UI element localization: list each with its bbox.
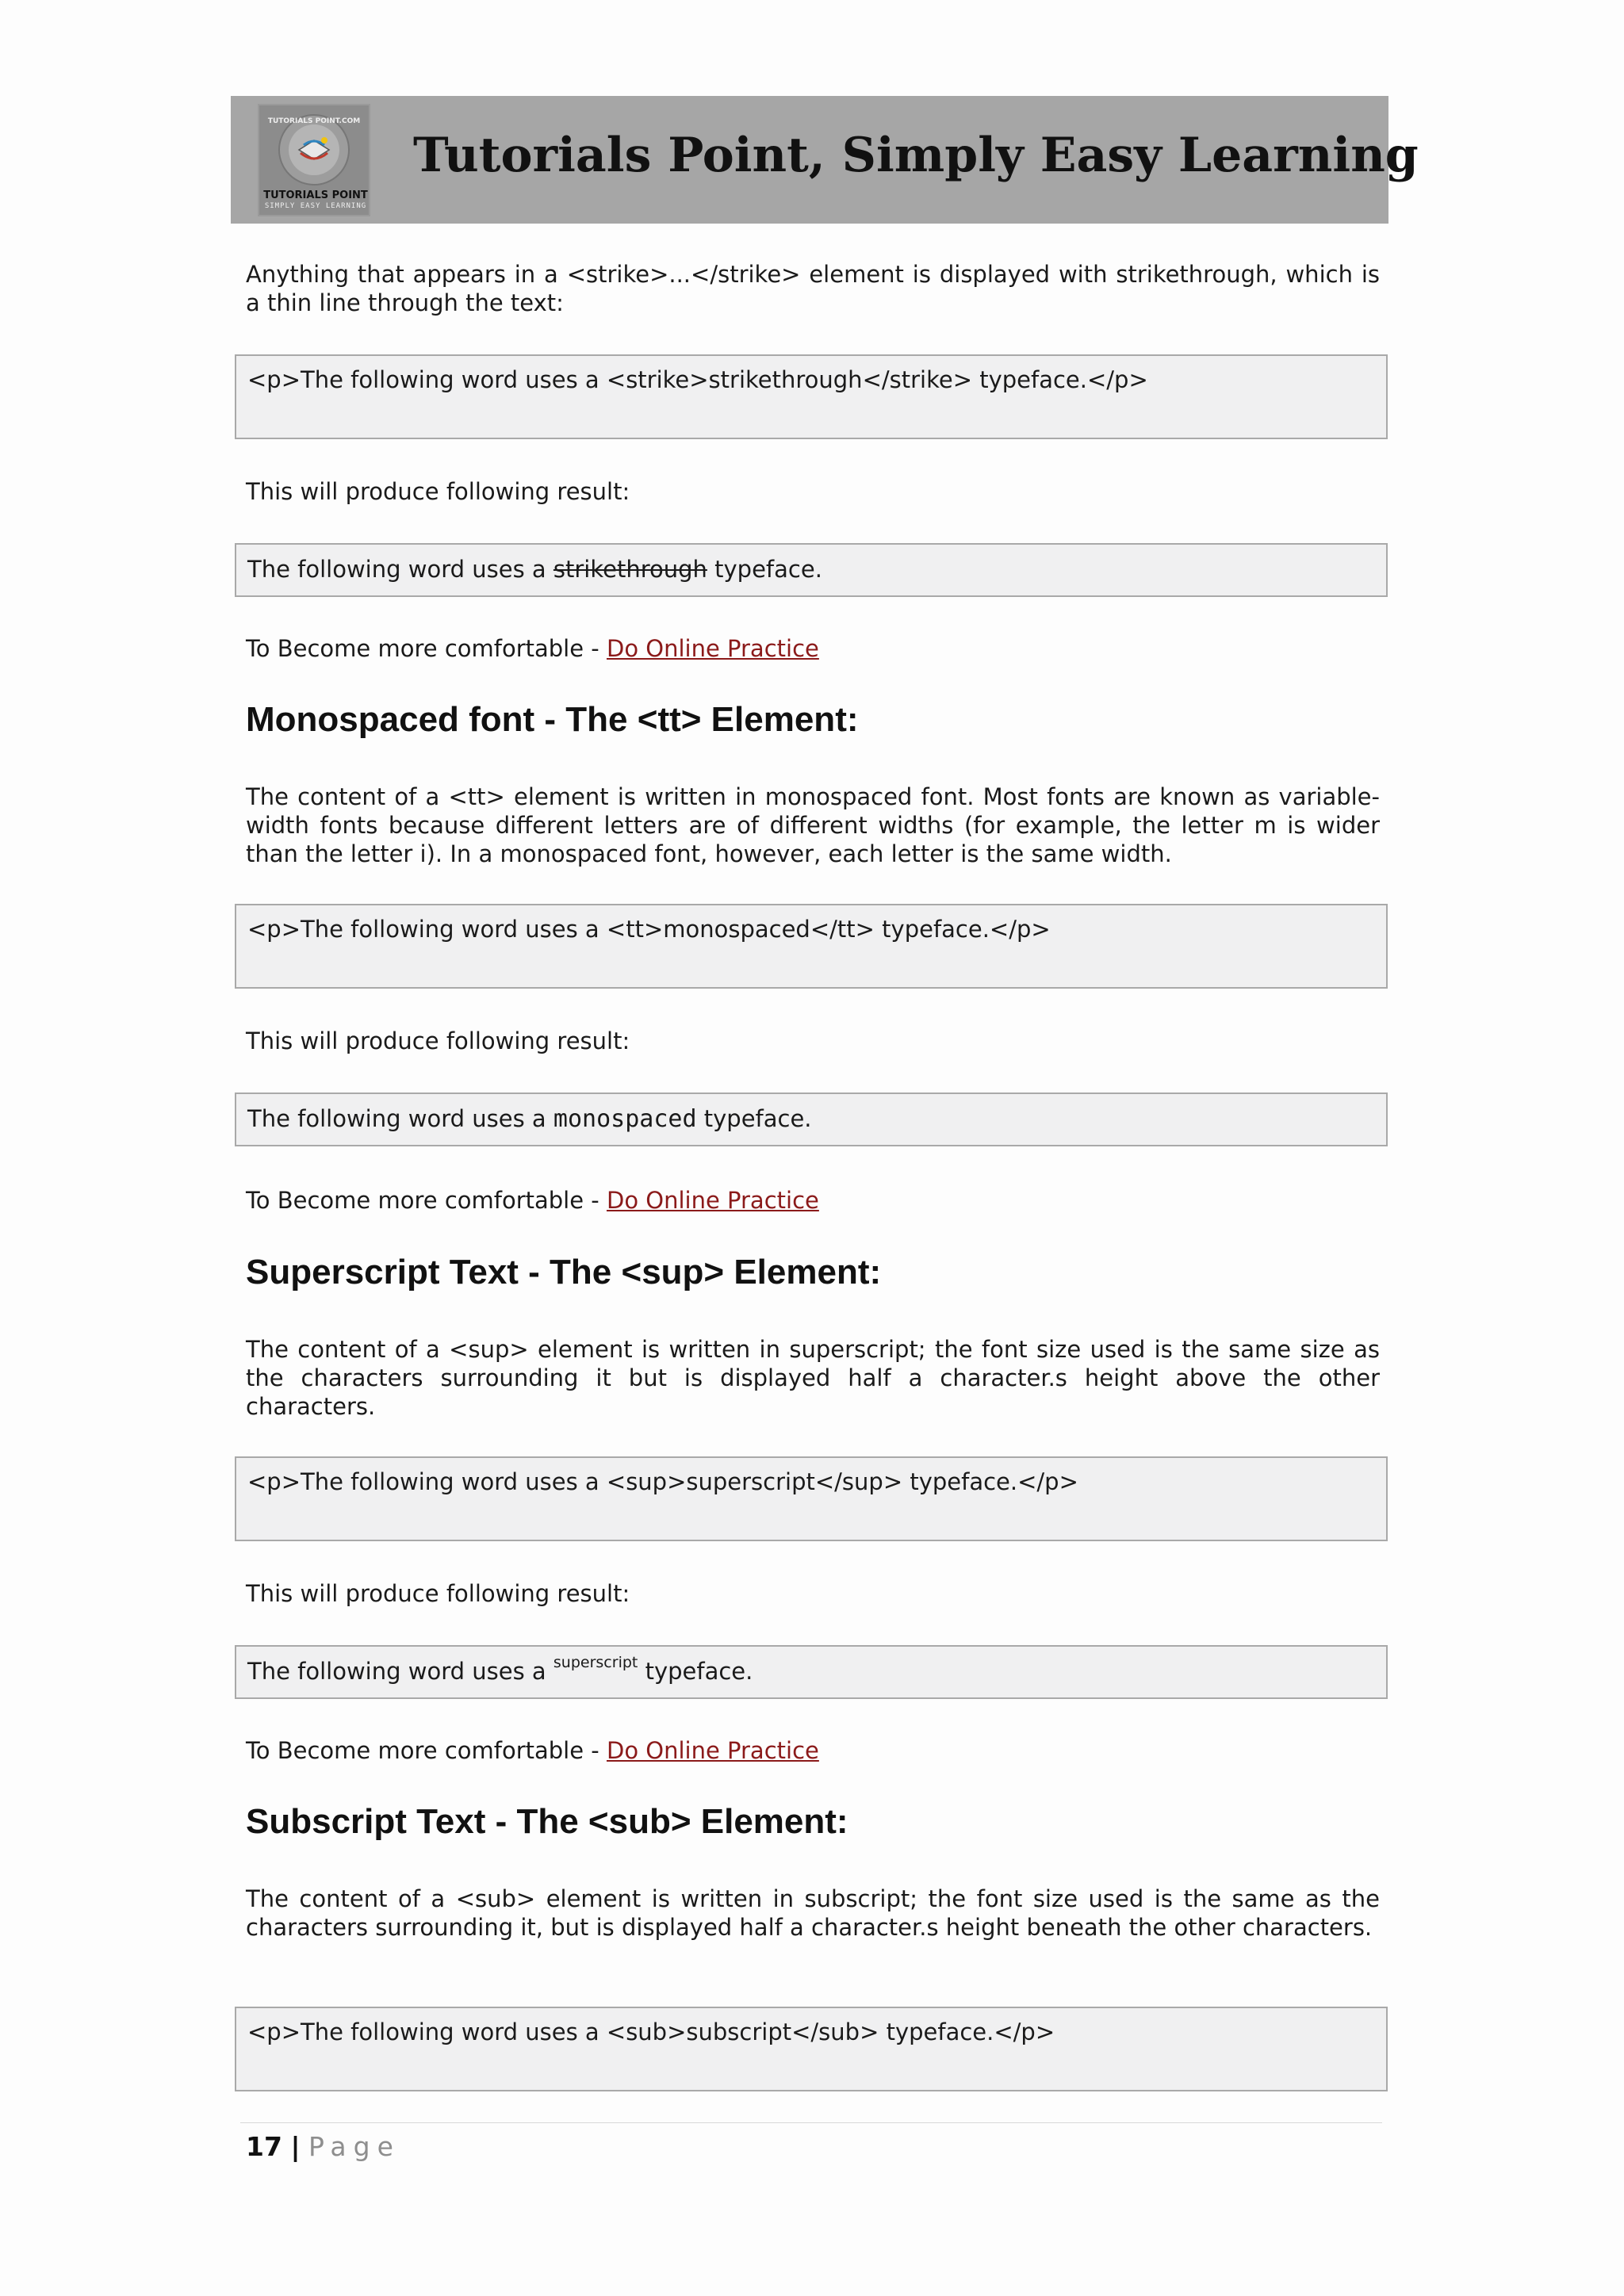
strike-practice-line: [246, 634, 1380, 663]
sub-description: The content of a <sub> element is written in subscript; the font size used is the same as the characters surrounding it, but is displayed half a character.s height beneath the other characters.: [246, 1885, 1380, 1941]
sub-code-box: [235, 2007, 1388, 2091]
do-online-practice-link[interactable]: Do Online Practice: [606, 1737, 819, 1764]
mono-description: The content of a <tt> element is written in monospaced font. Most fonts are known as variable-width fonts because different letters are of different widths (for example, the letter m is wider than the letter i). In a monospaced font, however, each letter is the same width.: [246, 783, 1380, 867]
sup-result-box: [235, 1645, 1388, 1699]
sup-result-after: typeface.: [638, 1658, 753, 1685]
mono-code: <p>The following word uses a <tt>monospaced</tt> typeface.</p>: [247, 916, 1051, 943]
logo-line-2: SIMPLY EASY LEARNING: [264, 202, 367, 210]
strike-code: <p>The following word uses a <strike>strikethrough</strike> typeface.</p>: [247, 366, 1148, 393]
sub-heading: Subscript Text - The <sub> Element:: [246, 1802, 848, 1841]
strike-result-box: [235, 543, 1388, 597]
mono-result-box: [235, 1093, 1388, 1146]
sup-result-label: This will produce following result:: [246, 1580, 630, 1607]
logo-arc-text: TUTORIALS POINT.COM: [267, 117, 361, 125]
mono-result-after: typeface.: [696, 1105, 812, 1132]
header-title: Tutorials Point, Simply Easy Learning: [413, 128, 1419, 183]
page-footer: [246, 2131, 400, 2162]
superscript-word: superscript: [553, 1654, 638, 1671]
do-online-practice-link[interactable]: Do Online Practice: [606, 635, 819, 662]
footer-separator: |: [290, 2131, 301, 2162]
practice-text: To Become more comfortable -: [246, 635, 607, 662]
strike-code-box: [235, 354, 1388, 439]
header-banner: [231, 96, 1419, 224]
sup-code: <p>The following word uses a <sup>superscript</sup> typeface.</p>: [247, 1468, 1078, 1495]
strike-result-after: typeface.: [707, 556, 822, 583]
practice-text: To Become more comfortable -: [246, 1737, 607, 1764]
sup-result-before: The following word uses a: [247, 1658, 553, 1685]
sup-code-box: [235, 1456, 1388, 1541]
footer-divider: [240, 2122, 1382, 2123]
sub-code: <p>The following word uses a <sub>subscript</sub> typeface.</p>: [247, 2019, 1055, 2045]
do-online-practice-link[interactable]: Do Online Practice: [606, 1187, 819, 1214]
mono-result-label: This will produce following result:: [246, 1027, 630, 1054]
page-label: Page: [308, 2131, 400, 2162]
mono-code-box: [235, 904, 1388, 989]
monospaced-word: monospaced: [553, 1105, 697, 1133]
mono-heading: Monospaced font - The <tt> Element:: [246, 700, 859, 739]
mono-result-before: The following word uses a: [247, 1105, 553, 1132]
sup-heading: Superscript Text - The <sup> Element:: [246, 1253, 882, 1292]
sup-practice-line: [246, 1736, 1380, 1765]
sup-description: The content of a <sup> element is written in superscript; the font size used is the same size as the characters surrounding it but is displayed half a character.s height above the other characters.: [246, 1336, 1380, 1420]
strike-intro: Anything that appears in a <strike>...</strike> element is displayed with strikethrough, which is a thin line through the text:: [246, 261, 1380, 316]
mono-practice-line: [246, 1186, 1380, 1215]
strikethrough-word: strikethrough: [553, 556, 707, 583]
page-number: 17: [246, 2131, 282, 2162]
practice-text: To Become more comfortable -: [246, 1187, 607, 1214]
tutorials-point-logo: [258, 104, 370, 216]
strike-result-before: The following word uses a: [247, 556, 553, 583]
strike-result-label: This will produce following result:: [246, 478, 630, 505]
logo-line-1: TUTORIALS POINT: [263, 189, 368, 201]
